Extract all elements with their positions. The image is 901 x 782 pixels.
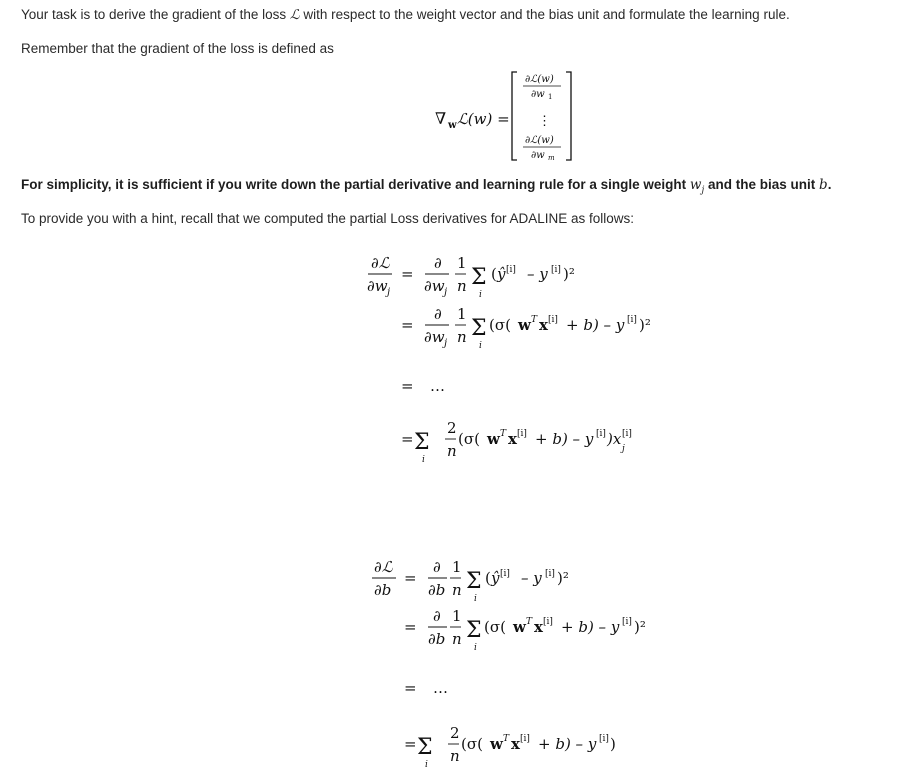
bottom-numerator: ∂ℒ(w) xyxy=(525,135,554,146)
svg-text:T: T xyxy=(503,734,510,744)
bias-l1-partial: ∂ xyxy=(433,558,441,576)
svg-text:(σ(: (σ( xyxy=(484,618,506,636)
svg-text:i: i xyxy=(479,290,482,300)
svg-text:w: w xyxy=(518,316,531,334)
bias-eq-2: = xyxy=(404,618,417,636)
weight-ellipsis: … xyxy=(430,377,445,395)
svg-text:i: i xyxy=(474,594,477,604)
svg-text:+ b) – y: + b) – y xyxy=(535,430,594,448)
simplicity-note: For simplicity, it is sufficient if you write down the partial derivative and learning rule for a single weight $w_j$ and the bias unit b. xyxy=(21,177,832,196)
svg-text:[i]: [i] xyxy=(551,265,561,275)
weight-lhs-numerator: ∂ℒ xyxy=(371,254,390,272)
loss-symbol: ℒ xyxy=(289,7,300,23)
svg-text:T: T xyxy=(531,315,538,325)
svg-text:j: j xyxy=(444,287,448,298)
svg-text:[i]: [i] xyxy=(500,569,510,579)
svg-text:(: ( xyxy=(491,265,497,283)
svg-text:(σ(: (σ( xyxy=(458,430,480,448)
weight-l4-two: 2 xyxy=(447,419,457,437)
svg-text:j: j xyxy=(387,287,391,298)
bias-l1-one: 1 xyxy=(452,558,462,576)
weight-eq-2: = xyxy=(401,316,414,334)
svg-text:j: j xyxy=(444,338,448,349)
bias-eq-1: = xyxy=(404,569,417,587)
svg-text:– y: – y xyxy=(521,569,542,587)
bias-lhs-denominator: ∂b xyxy=(374,581,392,599)
svg-text:[i]: [i] xyxy=(520,734,530,744)
svg-text:i: i xyxy=(474,643,477,653)
weight-var: $w_j$ xyxy=(689,177,705,196)
weight-l1-n: n xyxy=(457,277,467,295)
svg-text:ŷ: ŷ xyxy=(497,265,506,283)
svg-text:(σ(: (σ( xyxy=(489,316,511,334)
bias-eq-4: = xyxy=(404,735,417,753)
weight-l2-one: 1 xyxy=(457,305,467,323)
svg-text:x: x xyxy=(534,618,543,636)
weight-l1-partial: ∂ xyxy=(434,254,442,272)
svg-text:T: T xyxy=(526,617,533,627)
weight-l2-sum: Σ xyxy=(471,316,487,341)
top-numerator: ∂ℒ(w) xyxy=(525,74,554,85)
svg-text:)²: )² xyxy=(563,265,575,283)
bias-l4-n: n xyxy=(450,747,460,765)
weight-l2-partial: ∂ xyxy=(434,305,442,323)
weight-lhs-denominator: ∂w xyxy=(367,277,388,295)
weight-l4-n: n xyxy=(447,442,457,460)
svg-text:[i]: [i] xyxy=(543,617,553,627)
svg-text:[i]: [i] xyxy=(627,315,637,325)
gradient-lhs: ℒ(w) = xyxy=(457,110,510,128)
svg-text:[i]: [i] xyxy=(506,265,516,275)
bias-l2-one: 1 xyxy=(452,607,462,625)
svg-text:(σ(: (σ( xyxy=(461,735,483,753)
svg-text:ŷ: ŷ xyxy=(491,569,500,587)
svg-text:i: i xyxy=(422,455,425,465)
svg-text:+ b) – y: + b) – y xyxy=(561,618,620,636)
nabla-subscript: w xyxy=(448,120,457,131)
gradient-remark: Remember that the gradient of the loss is defined as xyxy=(21,41,334,56)
svg-text:i: i xyxy=(425,760,428,770)
bias-l1-n: n xyxy=(452,581,462,599)
svg-text:[i]: [i] xyxy=(596,429,606,439)
weight-eq-3: = xyxy=(401,377,414,395)
bias-l1-sum: Σ xyxy=(466,569,482,594)
svg-text:T: T xyxy=(500,429,507,439)
intro-paragraph: Your task is to derive the gradient of the loss ℒ with respect to the weight vector and the bias unit and formulate the learning rule. xyxy=(21,7,790,23)
svg-text:w: w xyxy=(490,735,503,753)
svg-text:– y: – y xyxy=(527,265,548,283)
svg-text:x: x xyxy=(511,735,520,753)
svg-text:)²: )² xyxy=(639,316,651,334)
svg-text:(: ( xyxy=(485,569,491,587)
svg-text:)x: )x xyxy=(607,430,622,448)
weight-l2-n: n xyxy=(457,328,467,346)
svg-text:[i]: [i] xyxy=(545,569,555,579)
weight-eq-4: = xyxy=(401,430,414,448)
svg-text:w: w xyxy=(487,430,500,448)
bias-l4-sum: Σ xyxy=(417,735,433,760)
bottom-denominator: ∂w xyxy=(531,150,545,161)
svg-text:x: x xyxy=(508,430,517,448)
svg-text:1: 1 xyxy=(548,93,553,101)
svg-text:+ b) – y: + b) – y xyxy=(538,735,597,753)
svg-text:x: x xyxy=(539,316,548,334)
svg-text:)²: )² xyxy=(557,569,569,587)
svg-text:j: j xyxy=(622,444,625,454)
hint-paragraph: To provide you with a hint, recall that we computed the partial Loss derivatives for ADALINE as follows: xyxy=(21,211,635,226)
top-denominator: ∂w xyxy=(531,89,545,100)
weight-l1-one: 1 xyxy=(457,254,467,272)
svg-text:+ b) – y: + b) – y xyxy=(566,316,625,334)
svg-text:m: m xyxy=(548,154,555,162)
bias-eq-3: = xyxy=(404,679,417,697)
svg-text:): ) xyxy=(610,735,616,753)
svg-text:)²: )² xyxy=(634,618,646,636)
bias-lhs-numerator: ∂ℒ xyxy=(374,558,393,576)
weight-eq-1: = xyxy=(401,265,414,283)
bias-l2-n: n xyxy=(452,630,462,648)
svg-text:[i]: [i] xyxy=(517,429,527,439)
bias-var: b xyxy=(819,177,828,193)
weight-l1-dw: ∂w xyxy=(424,277,445,295)
bias-l2-sum: Σ xyxy=(466,618,482,643)
bias-l4-two: 2 xyxy=(450,724,460,742)
svg-text:[i]: [i] xyxy=(622,429,632,439)
weight-l4-sum: Σ xyxy=(414,430,430,455)
bias-l1-db: ∂b xyxy=(428,581,446,599)
bias-ellipsis: … xyxy=(433,679,448,697)
svg-text:[i]: [i] xyxy=(622,617,632,627)
svg-text:[i]: [i] xyxy=(548,315,558,325)
weight-l1-sum: Σ xyxy=(471,265,487,290)
bias-l2-db: ∂b xyxy=(428,630,446,648)
weight-l2-dw: ∂w xyxy=(424,328,445,346)
svg-text:[i]: [i] xyxy=(599,734,609,744)
svg-text:i: i xyxy=(479,341,482,351)
bias-l2-partial: ∂ xyxy=(433,607,441,625)
nabla-symbol: ∇ xyxy=(435,109,447,128)
svg-text:w: w xyxy=(513,618,526,636)
vertical-dots: ⋮ xyxy=(538,114,551,129)
